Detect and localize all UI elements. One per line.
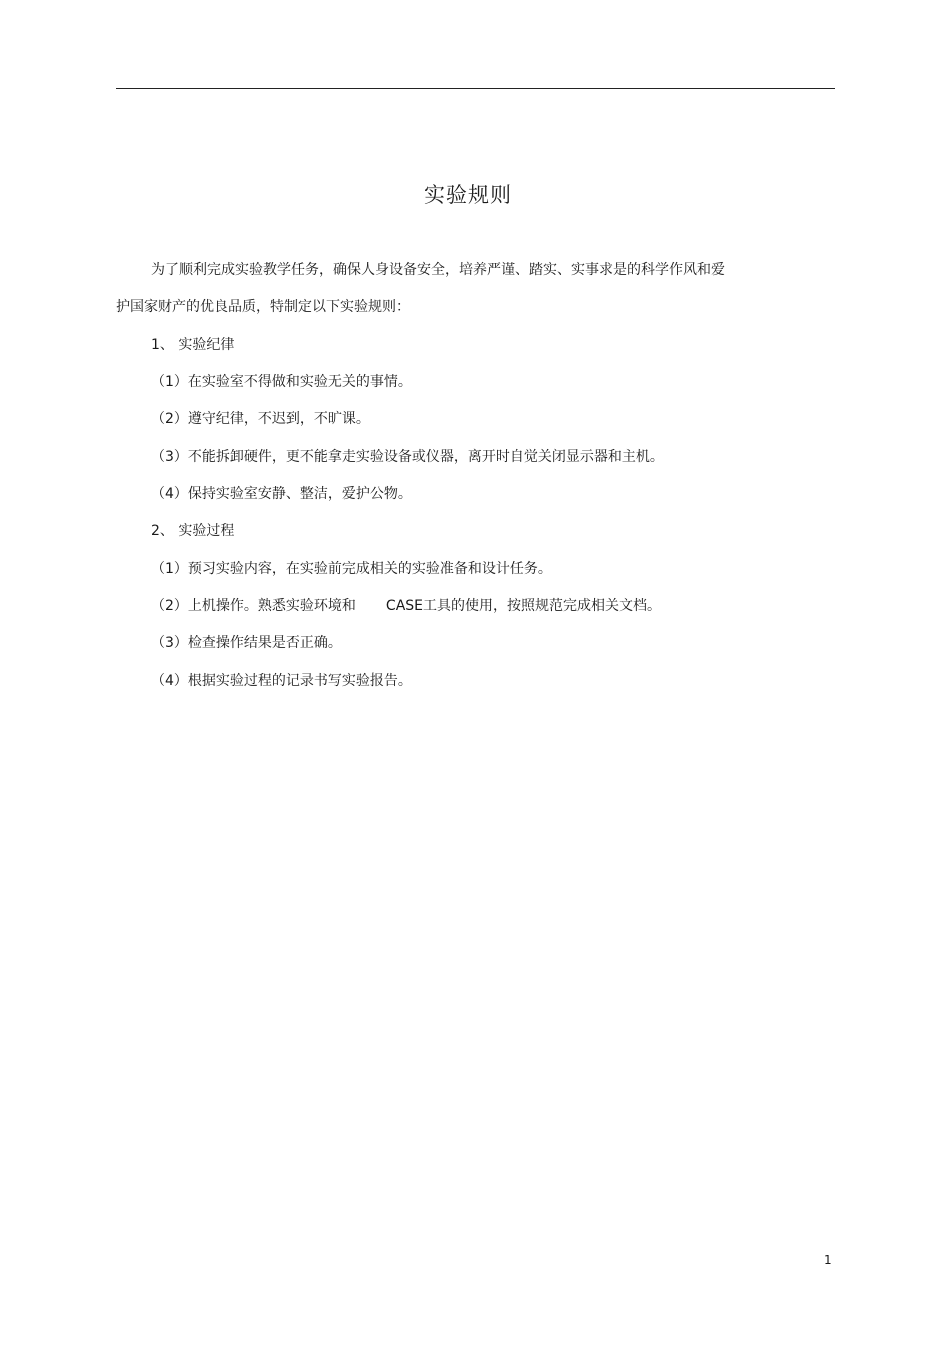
list-item: [151, 596, 661, 616]
intro-paragraph-line-1: 为了顺利完成实验教学任务，确保人身设备安全，培养严谨、踏实、实事求是的科学作风和爱: [151, 262, 725, 278]
list-item: （2）遵守纪律，不迟到，不旷课。: [151, 411, 370, 427]
list-item-text: （2）上机操作。熟悉实验环境和: [151, 598, 356, 614]
list-item: （4）根据实验过程的记录书写实验报告。: [151, 673, 412, 689]
list-item: （4）保持实验室安静、整洁，爱护公物。: [151, 486, 412, 502]
page-title: 实验规则: [424, 183, 512, 207]
list-item: （3）不能拆卸硬件，更不能拿走实验设备或仪器，离开时自觉关闭显示器和主机。: [151, 449, 664, 465]
list-item: （1）预习实验内容，在实验前完成相关的实验准备和设计任务。: [151, 561, 552, 577]
intro-paragraph-line-2: 护国家财产的优良品质，特制定以下实验规则：: [116, 299, 410, 315]
list-item: （3）检查操作结果是否正确。: [151, 635, 342, 651]
list-item-text-tail: CASE工具的使用，按照规范完成相关文档。: [385, 598, 662, 614]
page-number: 1: [824, 1253, 832, 1267]
header-rule: [116, 88, 835, 89]
list-item: （1）在实验室不得做和实验无关的事情。: [151, 374, 412, 390]
section-heading-discipline: 1、 实验纪律: [151, 337, 235, 353]
section-heading-process: 2、 实验过程: [151, 523, 235, 539]
